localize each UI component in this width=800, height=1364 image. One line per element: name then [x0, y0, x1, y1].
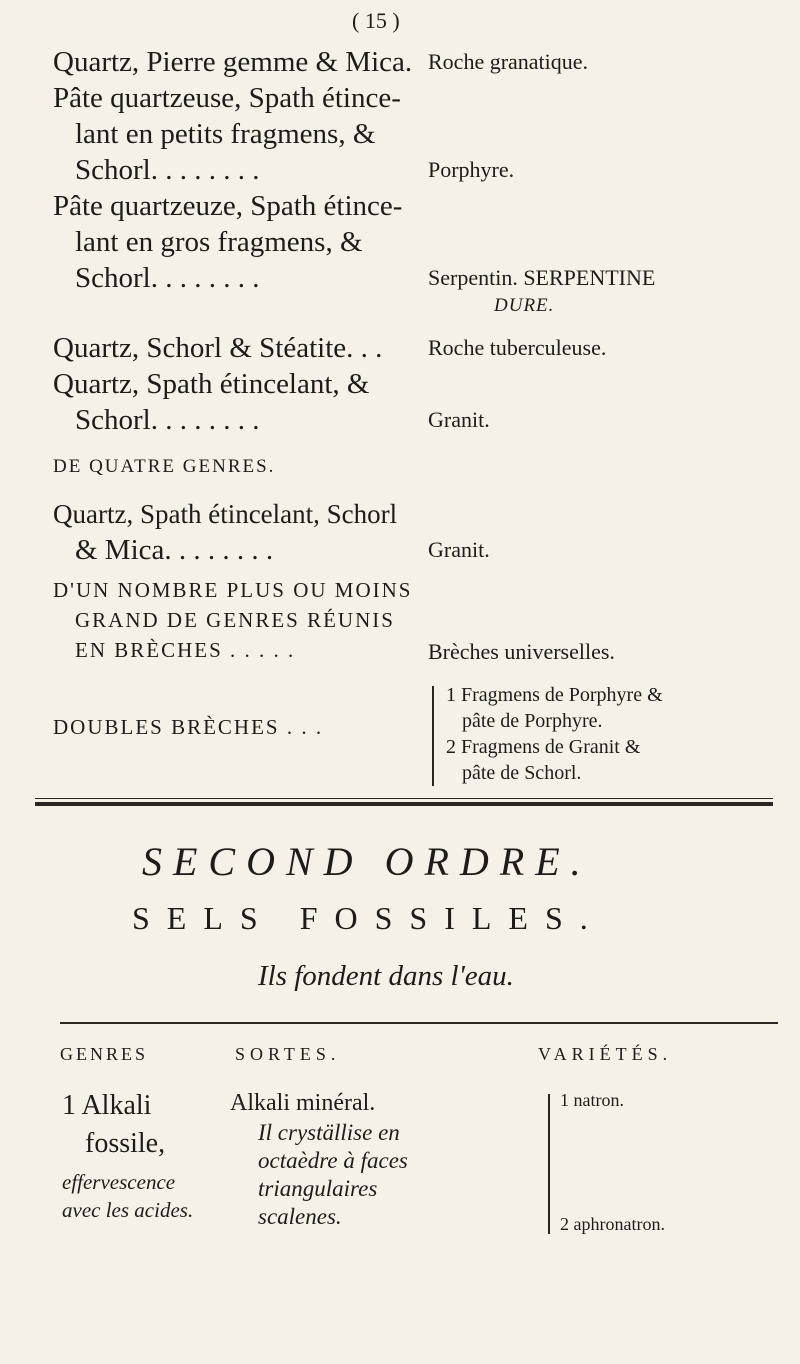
- divider: [35, 802, 773, 806]
- genre-line: avec les acides.: [62, 1198, 194, 1222]
- table-header: GENRES: [60, 1044, 149, 1064]
- table-rule: [60, 1022, 778, 1024]
- doubles-item: pâte de Schorl.: [462, 762, 582, 784]
- page-number: ( 15 ): [352, 8, 400, 33]
- entry-left: Quartz, Schorl & Stéatite. . .: [53, 332, 383, 364]
- sorte-line: octaèdre à faces: [258, 1148, 408, 1173]
- entry-right: Roche tuberculeuse.: [428, 335, 607, 360]
- variete-item: 1 natron.: [560, 1090, 624, 1110]
- section-heading-line: D'UN NOMBRE PLUS OU MOINS: [53, 578, 413, 602]
- doubles-item: 2 Fragmens de Granit &: [446, 736, 641, 758]
- entry-left-line: Pâte quartzeuze, Spath étince-: [53, 190, 403, 222]
- entry-left-line: Schorl. . . . . . . .: [75, 404, 260, 436]
- section-heading-line: EN BRÈCHES . . . . .: [75, 638, 296, 662]
- sorte-line: Alkali minéral.: [230, 1090, 376, 1116]
- entry-right: Porphyre.: [428, 157, 515, 182]
- doubles-item: 1 Fragmens de Porphyre &: [446, 684, 663, 706]
- entry-left-line: Pâte quartzeuse, Spath étince-: [53, 82, 401, 114]
- genre-line: fossile,: [85, 1128, 166, 1159]
- entry-right-line: Serpentin. SERPENTINE: [428, 265, 656, 290]
- doubles-label: DOUBLES BRÈCHES . . .: [53, 715, 324, 739]
- class-title: SELS FOSSILES.: [132, 900, 605, 936]
- entry-left: Quartz, Pierre gemme & Mica.: [53, 46, 413, 78]
- order-title: SECOND ORDRE.: [142, 839, 592, 884]
- section-heading: DE QUATRE GENRES.: [53, 456, 276, 477]
- brace: [432, 686, 444, 786]
- entry-left-line: Quartz, Spath étincelant, Schorl: [53, 499, 398, 529]
- section-heading-line: GRAND DE GENRES RÉUNIS: [75, 608, 395, 632]
- doubles-item: pâte de Porphyre.: [462, 710, 603, 732]
- entry-left-line: Quartz, Spath étincelant, &: [53, 368, 370, 400]
- variete-item: 2 aphronatron.: [560, 1214, 665, 1234]
- subtitle: Ils fondent dans l'eau.: [258, 960, 514, 992]
- entry-right: Granit.: [428, 537, 490, 562]
- divider: [35, 798, 773, 799]
- entry-left-line: Schorl. . . . . . . .: [75, 262, 260, 294]
- table-header: VARIÉTÉS.: [538, 1044, 673, 1064]
- entry-left-line: lant en gros fragmens, &: [75, 226, 363, 258]
- genre-line: 1 Alkali: [62, 1090, 152, 1121]
- entry-right: Roche granatique.: [428, 49, 589, 74]
- entry-right: Granit.: [428, 407, 490, 432]
- entry-right: Brèches universelles.: [428, 639, 615, 664]
- genre-line: effervescence: [62, 1170, 176, 1194]
- sorte-line: Il cryställise en: [258, 1120, 400, 1145]
- sorte-line: scalenes.: [258, 1204, 342, 1229]
- entry-left-line: lant en petits fragmens, &: [75, 118, 376, 150]
- entry-right-line: DURE.: [494, 295, 555, 316]
- entry-left-line: Schorl. . . . . . . .: [75, 154, 260, 186]
- entry-left-line: & Mica. . . . . . . .: [75, 534, 274, 566]
- table-header: SORTES.: [235, 1044, 341, 1064]
- brace: [548, 1094, 560, 1234]
- sorte-line: triangulaires: [258, 1176, 378, 1201]
